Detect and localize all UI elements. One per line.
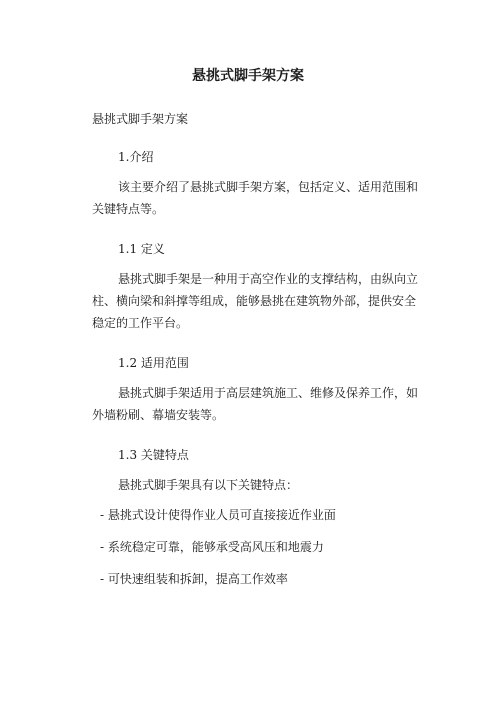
section-heading-definition: 1.1 定义 <box>118 242 165 256</box>
feature-item: - 可快速组装和拆卸，提高工作效率 <box>100 572 288 586</box>
feature-item: - 悬挑式设计使得作业人员可直接接近作业面 <box>100 508 336 522</box>
feature-item: - 系统稳定可靠，能够承受高风压和地震力 <box>100 540 324 554</box>
section-text-scope: 悬挑式脚手架适用于高层建筑施工、维修及保养工作，如外墙粉刷、幕墙安装等。 <box>92 386 419 422</box>
section-heading-scope: 1.2 适用范围 <box>118 356 189 370</box>
document-title: 悬挑式脚手架方案 <box>192 68 304 84</box>
section-heading-features: 1.3 关键特点 <box>118 448 189 462</box>
document-subtitle: 悬挑式脚手架方案 <box>92 112 189 126</box>
section-text-intro: 该主要介绍了悬挑式脚手架方案，包括定义、适用范围和关键特点等。 <box>92 180 419 216</box>
section-text-definition: 悬挑式脚手架是一种用于高空作业的支撑结构，由纵向立柱、横向梁和斜撑等组成，能够悬挑在建筑物外部，提供安全稳定的工作平台。 <box>92 272 419 330</box>
section-heading-intro: 1.介绍 <box>118 150 154 164</box>
section-text-features-intro: 悬挑式脚手架具有以下关键特点： <box>118 478 299 492</box>
